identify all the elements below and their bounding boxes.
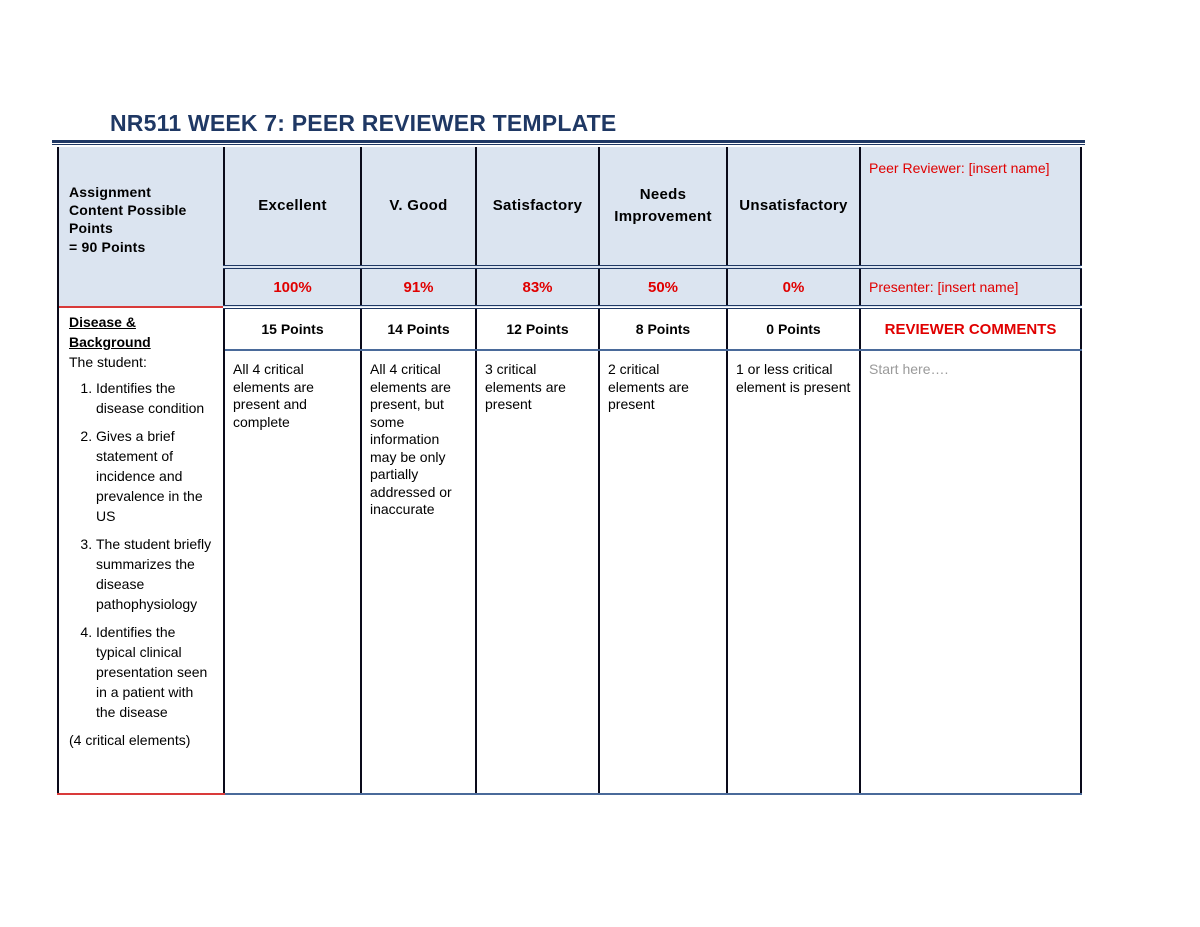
- title-rule-thin: [52, 144, 1085, 145]
- rubric-table: [57, 147, 1082, 795]
- presenter-label[interactable]: Presenter: [insert name]: [860, 267, 1081, 307]
- page-title: NR511 WEEK 7: PEER REVIEWER TEMPLATE: [110, 110, 617, 136]
- description-satisfactory: 3 critical elements are present: [485, 361, 566, 412]
- description-very-good-cell: [361, 350, 476, 794]
- criteria-header-cell: [58, 147, 224, 307]
- level-header-needs-improvement: Needs Improvement: [599, 147, 727, 267]
- description-very-good: All 4 critical elements are present, but some information may be only partially addressed or inaccurate: [370, 361, 452, 517]
- points-unsatisfactory: 0 Points: [727, 307, 860, 350]
- section-title: Disease & Background: [69, 314, 151, 350]
- description-unsatisfactory-cell: [727, 350, 860, 794]
- description-satisfactory-cell: [476, 350, 599, 794]
- description-needs-improvement-cell: [599, 350, 727, 794]
- percent-excellent: 100%: [224, 267, 361, 307]
- reviewer-comments-field[interactable]: [860, 350, 1081, 794]
- description-excellent-cell: [224, 350, 361, 794]
- description-unsatisfactory: 1 or less critical element is present: [736, 361, 851, 395]
- criteria-item: 3. The student briefly summarizes the disease pathophysiology: [96, 534, 215, 614]
- description-needs-improvement: 2 critical elements are present: [608, 361, 689, 412]
- critical-elements-note: (4 critical elements): [69, 732, 191, 748]
- points-very-good: 14 Points: [361, 307, 476, 350]
- percent-needs-improvement: 50%: [599, 267, 727, 307]
- title-rule: [52, 140, 1085, 143]
- criteria-header: Assignment Content Possible Points = 90 Points: [69, 184, 187, 255]
- level-header-very-good: V. Good: [361, 147, 476, 267]
- comments-placeholder: Start here….: [869, 361, 949, 377]
- criteria-item: 4. Identifies the typical clinical presentation seen in a patient with the disease: [96, 622, 215, 722]
- percent-very-good: 91%: [361, 267, 476, 307]
- points-needs-improvement: 8 Points: [599, 307, 727, 350]
- peer-reviewer-cell[interactable]: [860, 147, 1081, 267]
- section-intro: The student:: [69, 354, 147, 370]
- points-satisfactory: 12 Points: [476, 307, 599, 350]
- level-header-satisfactory: Satisfactory: [476, 147, 599, 267]
- level-header-excellent: Excellent: [224, 147, 361, 267]
- criteria-item: 2. Gives a brief statement of incidence and prevalence in the US: [96, 426, 215, 526]
- reviewer-comments-header: REVIEWER COMMENTS: [860, 307, 1081, 350]
- percent-satisfactory: 83%: [476, 267, 599, 307]
- description-excellent: All 4 critical elements are present and complete: [233, 361, 314, 430]
- criteria-list: [69, 378, 215, 722]
- peer-reviewer-label: Peer Reviewer: [insert name]: [869, 160, 1050, 176]
- criteria-item: 1. Identifies the disease condition: [96, 378, 215, 418]
- criteria-body: [59, 308, 223, 750]
- level-header-unsatisfactory: Unsatisfactory: [727, 147, 860, 267]
- percent-unsatisfactory: 0%: [727, 267, 860, 307]
- points-excellent: 15 Points: [224, 307, 361, 350]
- criteria-body-cell: [58, 307, 224, 794]
